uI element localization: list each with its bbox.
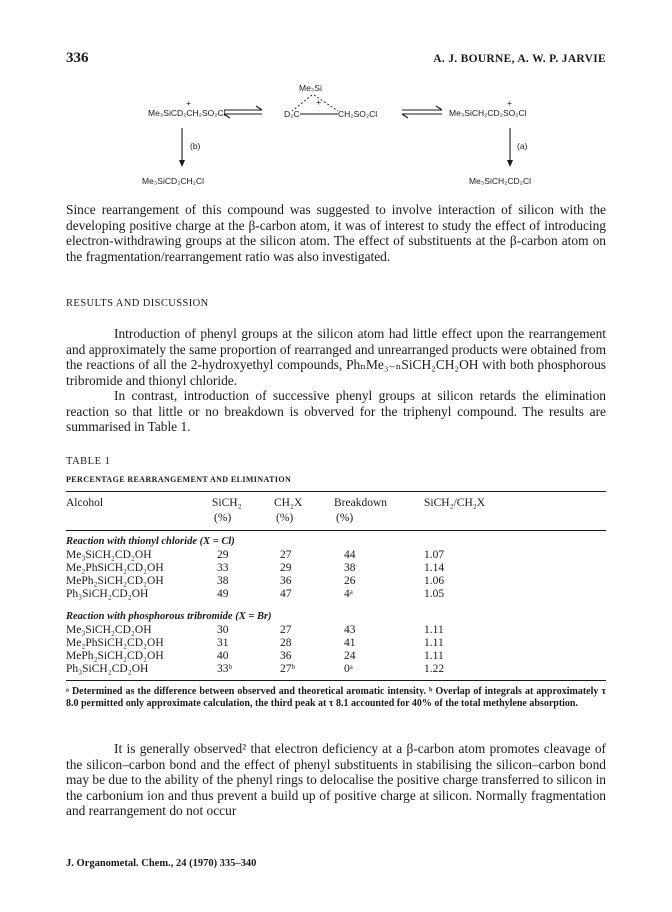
table-label: TABLE 1 bbox=[66, 456, 111, 467]
cell-alcohol: Me₂PhSiCH₂CD₂OH bbox=[66, 562, 164, 574]
cell-ratio: 1.06 bbox=[424, 575, 445, 587]
cell-breakdown: 0ᵃ bbox=[344, 663, 353, 675]
cell-breakdown: 38 bbox=[344, 562, 356, 574]
running-header-authors: A. J. BOURNE, A. W. P. JARVIE bbox=[433, 53, 606, 65]
header-sich2: SiCH₂ bbox=[212, 497, 242, 509]
cell-breakdown: 41 bbox=[344, 637, 356, 649]
cell-sich2: 31 bbox=[217, 637, 229, 649]
cell-alcohol: Me₂PhSiCH₂CD₂OH bbox=[66, 637, 164, 649]
cell-breakdown: 44 bbox=[344, 549, 356, 561]
table-footnote: ᵃ Determined as the difference between observed and theoretical aromatic intensity. ᵇ Overlap of integrals at approximately τ 8.0 permitted only approximate calculation, the third peak at τ 8.1 accounted for 40% of the total methylene absorption. bbox=[66, 686, 606, 710]
scheme-left-compound: Me₃SiCD₂CH₂SO₂Cl bbox=[148, 108, 226, 118]
results-paragraph-1: Introduction of phenyl groups at the silicon atom had little effect upon the rearrangement and approximately the same proportion of rearranged and unrearranged products were obtained from the reactions of all the 2-hydroxyethyl compounds, PhₙMe₃₋ₙSiCH₂CH₂OH with both phosphorous tribromide and thionyl chloride. bbox=[66, 326, 606, 388]
arrow-path-a bbox=[507, 128, 513, 167]
cell-alcohol: MePh₂SiCH₂CD₂OH bbox=[66, 575, 164, 587]
header-ch2x-unit: (%) bbox=[276, 512, 294, 524]
cell-sich2: 33 bbox=[217, 562, 229, 574]
header-ratio: SiCH₂/CH₂X bbox=[424, 497, 486, 509]
cell-breakdown: 26 bbox=[344, 575, 356, 587]
discussion-paragraph: It is generally observed² that electron deficiency at a β-carbon atom promotes cleavage of the silicon–carbon bond and the effect of phenyl substituents in stabilising the silicon–carbon bond may be due to the ability of the phenyl rings to delocalise the positive charge transferred to silicon in the carbonium ion and thus prevent a build up of positive charge at silicon. Normally fragmentation and rearrangement do not occur bbox=[66, 741, 606, 819]
equilibrium-arrow-left bbox=[224, 106, 262, 118]
cell-ratio: 1.22 bbox=[424, 663, 445, 675]
cell-ratio: 1.05 bbox=[424, 588, 445, 600]
cell-ch2x: 36 bbox=[280, 575, 292, 587]
reaction-scheme bbox=[0, 78, 672, 200]
cell-ch2x: 29 bbox=[280, 562, 292, 574]
header-breakdown: Breakdown bbox=[334, 497, 388, 509]
scheme-plus-left: + bbox=[186, 98, 191, 108]
scheme-center-left: D₂C bbox=[284, 109, 300, 119]
cell-breakdown: 24 bbox=[344, 650, 356, 662]
header-ch2x: CH₂X bbox=[274, 497, 303, 509]
cell-ratio: 1.11 bbox=[424, 637, 444, 649]
cell-ch2x: 27ᵇ bbox=[280, 663, 296, 675]
scheme-plus-right: + bbox=[507, 98, 512, 108]
journal-citation: J. Organometal. Chem., 24 (1970) 335–340 bbox=[66, 858, 257, 869]
cell-sich2: 33ᵇ bbox=[217, 663, 233, 675]
cell-sich2: 49 bbox=[217, 588, 229, 600]
results-paragraph-2: In contrast, introduction of successive phenyl groups at silicon retards the elimination reaction so that little or no breakdown is obverved for the triphenyl compound. The results are summarised in Table 1. bbox=[66, 388, 606, 435]
cell-alcohol: MePh₂SiCH₂CD₂OH bbox=[66, 650, 164, 662]
table-header-rule bbox=[66, 530, 606, 531]
scheme-right-compound: Me₃SiCH₂CD₂SO₂Cl bbox=[449, 108, 527, 118]
cell-ratio: 1.11 bbox=[424, 624, 444, 636]
cell-alcohol: Me₃SiCH₂CD₂OH bbox=[66, 549, 152, 561]
page-number: 336 bbox=[66, 50, 89, 66]
cell-ratio: 1.14 bbox=[424, 562, 445, 574]
table-group-title: Reaction with phosphorous tribromide (X = Br) bbox=[66, 611, 272, 622]
cell-alcohol: Me₃SiCH₂CD₂OH bbox=[66, 624, 152, 636]
cell-ch2x: 28 bbox=[280, 637, 292, 649]
scheme-right-product: Me₃SiCH₂CD₂Cl bbox=[469, 176, 532, 186]
table-group-title: Reaction with thionyl chloride (X = Cl) bbox=[66, 536, 235, 547]
header-breakdown-unit: (%) bbox=[336, 512, 354, 524]
cell-breakdown: 43 bbox=[344, 624, 356, 636]
scheme-center-plus: + bbox=[316, 97, 321, 107]
cell-ch2x: 47 bbox=[280, 588, 292, 600]
cell-ch2x: 27 bbox=[280, 549, 292, 561]
header-alcohol: Alcohol bbox=[66, 497, 104, 509]
scheme-label-b: (b) bbox=[190, 141, 201, 151]
scheme-center-right: CH₂SO₂Cl bbox=[338, 109, 378, 119]
section-heading: RESULTS AND DISCUSSION bbox=[66, 298, 209, 309]
scheme-label-a: (a) bbox=[517, 141, 528, 151]
cell-sich2: 30 bbox=[217, 624, 229, 636]
scheme-left-product: Me₃SiCD₂CH₂Cl bbox=[142, 176, 205, 186]
cell-alcohol: Ph₃SiCH₂CD₂OH bbox=[66, 588, 149, 600]
cell-ch2x: 36 bbox=[280, 650, 292, 662]
cell-alcohol: Ph₃SiCH₂CD₂OH bbox=[66, 663, 149, 675]
intro-paragraph: Since rearrangement of this compound was suggested to involve interaction of silicon with the developing positive charge at the β-carbon atom, it was of interest to study the effect of introducing electron-withdrawing groups at the silicon atom. The effect of substituents at the β-carbon atom on the fragmentation/rearrangement ratio was also investigated. bbox=[66, 202, 606, 264]
cell-ratio: 1.07 bbox=[424, 549, 445, 561]
scheme-center-silyl: Me₃Si bbox=[299, 83, 322, 93]
header-sich2-unit: (%) bbox=[214, 512, 232, 524]
table-caption: PERCENTAGE REARRANGEMENT AND ELIMINATION bbox=[66, 475, 292, 484]
cell-ch2x: 27 bbox=[280, 624, 292, 636]
cell-sich2: 38 bbox=[217, 575, 229, 587]
equilibrium-arrow-right bbox=[402, 106, 442, 118]
cell-ratio: 1.11 bbox=[424, 650, 444, 662]
cell-breakdown: 4ᵃ bbox=[344, 588, 353, 600]
arrow-path-b bbox=[179, 128, 185, 167]
table-bottom-rule bbox=[66, 680, 606, 681]
table-top-rule bbox=[66, 491, 606, 492]
cell-sich2: 40 bbox=[217, 650, 229, 662]
cell-sich2: 29 bbox=[217, 549, 229, 561]
